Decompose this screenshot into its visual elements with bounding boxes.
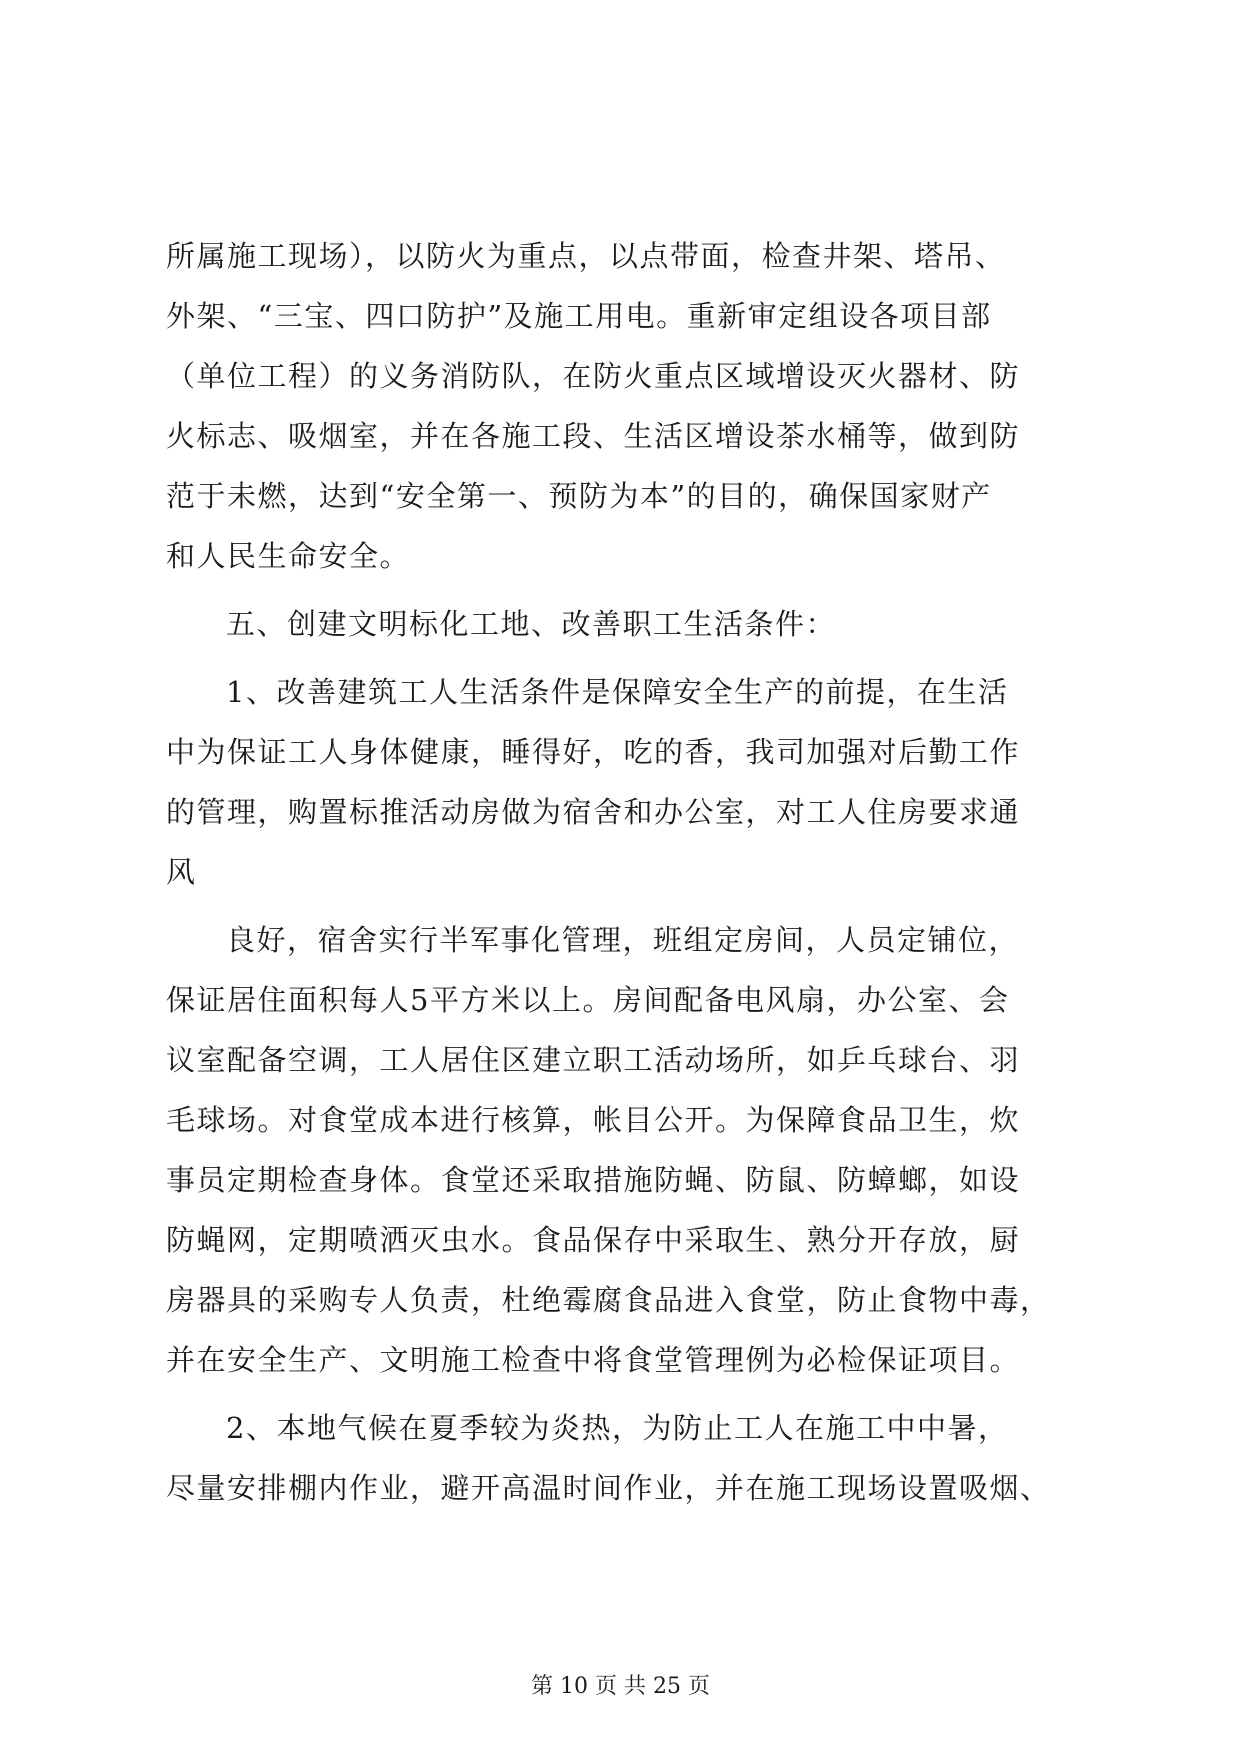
text-line: 事员定期检查身体。食堂还采取措施防蝇、防鼠、防蟑螂，如设 [166,1163,1021,1197]
text-line: 范于未燃，达到“安全第一、预防为本”的目的，确保国家财产 [166,479,992,513]
section-heading: 五、创建文明标化工地、改善职工生活条件： [226,607,837,641]
paragraph-first-line: 1、改善建筑工人生活条件是保障安全生产的前提，在生活 [226,675,1009,709]
text-line: 房器具的采购专人负责，杜绝霉腐食品进入食堂，防止食物中毒， [166,1283,1051,1317]
page-number-footer: 第 10 页 共 25 页 [531,1674,710,1699]
text-line: 并在安全生产、文明施工检查中将食堂管理例为必检保证项目。 [166,1343,1021,1377]
text-line: 和人民生命安全。 [166,539,411,573]
text-line: 防蝇网，定期喷洒灭虫水。食品保存中采取生、熟分开存放，厨 [166,1223,1021,1257]
text-line: 毛球场。对食堂成本进行核算，帐目公开。为保障食品卫生，炊 [166,1103,1021,1137]
text-line: 保证居住面积每人5平方米以上。房间配备电风扇，办公室、会 [166,983,1010,1017]
text-line: 火标志、吸烟室，并在各施工段、生活区增设茶水桶等，做到防 [166,419,1021,453]
text-line: 的管理，购置标推活动房做为宿舍和办公室，对工人住房要求通 [166,795,1021,829]
text-line: 中为保证工人身体健康，睡得好，吃的香，我司加强对后勤工作 [166,735,1021,769]
text-line: （单位工程）的义务消防队，在防火重点区域增设灭火器材、防 [166,359,1021,393]
text-line: 外架、“三宝、四口防护”及施工用电。重新审定组设各项目部 [166,299,992,333]
paragraph-first-line: 2、本地气候在夏季较为炎热，为防止工人在施工中中暑， [226,1411,1009,1445]
text-line: 尽量安排棚内作业，避开高温时间作业，并在施工现场设置吸烟、 [166,1471,1051,1505]
text-line: 议室配备空调，工人居住区建立职工活动场所，如乒乓球台、羽 [166,1043,1021,1077]
text-line: 风 [166,855,197,889]
paragraph-first-line: 良好，宿舍实行半军事化管理，班组定房间，人员定铺位， [226,923,1020,957]
text-line: 所属施工现场），以防火为重点，以点带面，检查井架、塔吊、 [166,239,1006,273]
